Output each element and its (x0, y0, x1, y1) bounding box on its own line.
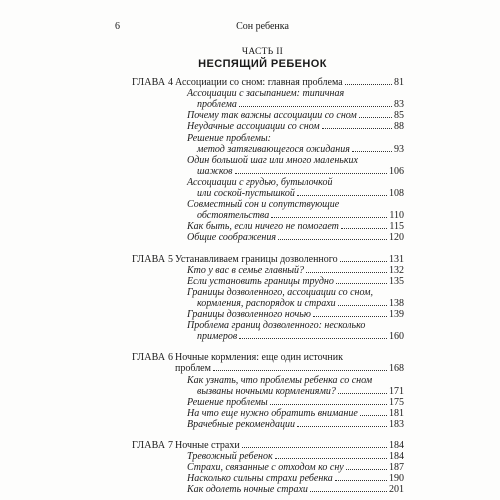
toc-entry (187, 309, 404, 320)
dot-leader (297, 194, 387, 196)
page-number: 6 (115, 21, 120, 32)
part-title: НЕСПЯЩИЙ РЕБЕНОК (198, 58, 327, 70)
chapter-title (175, 254, 404, 265)
toc-entry-text: Неудачные ассоциации со сном (187, 121, 320, 133)
toc-entry (197, 298, 404, 309)
part-label: ЧАСТЬ II (241, 47, 284, 57)
toc-entry (197, 99, 404, 110)
dot-leader (271, 216, 387, 218)
chapter-title-page: 131 (389, 253, 404, 265)
dot-leader (313, 315, 387, 317)
toc-entry-page: 181 (389, 407, 404, 419)
toc-entry (187, 232, 404, 243)
toc-entry-page: 187 (389, 462, 404, 474)
toc-entry (187, 408, 404, 419)
toc-entry-text: Страхи, связанные с отходом ко сну (187, 462, 344, 474)
toc-entry (197, 210, 404, 221)
chapter-label: ГЛАВА 7 (132, 440, 174, 451)
toc-entry-page: 110 (389, 210, 404, 222)
toc-entry-text: Как одолеть ночные страхи (187, 484, 308, 496)
dot-leader (275, 457, 387, 459)
toc-entry-page: 106 (389, 165, 404, 177)
dot-leader (341, 227, 387, 229)
chapter-title-page: 168 (389, 363, 404, 375)
running-title: Сон ребенка (236, 21, 289, 32)
dot-leader (270, 403, 387, 405)
toc-entry-page: 175 (389, 396, 404, 408)
toc-entry-page: 85 (394, 110, 404, 122)
dot-leader (340, 260, 387, 262)
toc-entry-text: шажков (197, 165, 233, 177)
toc-entry-text: проблема (197, 99, 237, 111)
dot-leader (360, 414, 387, 416)
toc-entry (187, 110, 404, 121)
chapter-label: ГЛАВА 4 (132, 77, 174, 88)
chapter-title (175, 77, 404, 88)
toc-entry-page: 120 (389, 232, 404, 244)
dot-leader (338, 392, 387, 394)
toc-entry (197, 331, 404, 342)
toc-entry-line: Границы дозволенного, ассоциации со сном, (187, 286, 374, 298)
toc-entry-page: 190 (389, 473, 404, 485)
chapter-title-text: проблем (175, 363, 211, 375)
dot-leader (239, 337, 387, 339)
dot-leader (297, 425, 387, 427)
dot-leader (352, 150, 392, 152)
toc-entry-page: 88 (394, 121, 404, 133)
toc-entry-text: Кто у вас в семье главный? (187, 264, 305, 276)
dot-leader (242, 446, 387, 448)
toc-entry-text: или соской-пустышкой (197, 188, 295, 199)
toc-entry-line: Как узнать, что проблемы ребенка со сном (187, 374, 373, 386)
chapter-label: ГЛАВА 5 (132, 253, 174, 265)
toc-entry (187, 419, 404, 430)
toc-entry-line: Проблема границ дозволенного: несколько (187, 320, 366, 332)
dot-leader (359, 116, 392, 118)
toc-entry-page: 135 (389, 275, 404, 287)
dot-leader (338, 304, 387, 306)
dot-leader (335, 479, 387, 481)
toc-entry-text: Почему так важны ассоциации со сном (187, 110, 357, 122)
toc-entry-line: Совместный сон и сопутствующие (187, 199, 340, 211)
chapter-title-line: Ночные кормления: еще один источник (175, 352, 343, 364)
dot-leader (322, 127, 392, 129)
toc-entry-text: Общие соображения (187, 232, 277, 244)
dot-leader (235, 172, 388, 174)
toc-entry-page: 171 (389, 385, 404, 397)
toc-entry-text: Решение проблемы (187, 396, 268, 408)
toc-entry-line: Один большой шаг или много маленьких (187, 154, 358, 166)
chapter-title (175, 363, 404, 374)
dot-leader (306, 271, 387, 273)
chapter-title-page: 184 (389, 440, 404, 451)
toc-entry-text: метод затягивающегося ожидания (197, 143, 350, 155)
toc-entry-text: примеров (197, 331, 238, 343)
toc-entry-text: На что еще нужно обратить внимание (187, 407, 358, 419)
toc-entry-page: 139 (389, 309, 404, 320)
toc-entry-text: Тревожный ребенок (187, 451, 273, 463)
toc-entry (197, 144, 404, 155)
chapter-title-page: 81 (394, 77, 404, 88)
toc-entry-text: кормления, распорядок и страхи (197, 297, 336, 309)
toc-entry-page: 93 (394, 143, 404, 155)
dot-leader (213, 369, 387, 371)
toc-entry-page: 138 (389, 297, 404, 309)
chapter-title (175, 440, 404, 451)
toc-entry (187, 265, 404, 276)
toc-entry-text: Врачебные рекомендации (187, 418, 295, 430)
toc-entry (197, 166, 404, 177)
toc-entry-page: 115 (389, 221, 404, 233)
toc-entry-page: 160 (389, 331, 404, 343)
toc-entry-page: 201 (389, 484, 404, 496)
chapter-title-text: Ночные страхи (175, 440, 240, 451)
dot-leader (345, 83, 392, 85)
toc-entry (187, 462, 404, 473)
toc-entry (187, 484, 404, 495)
toc-entry (197, 188, 404, 199)
dot-leader (346, 468, 387, 470)
toc-entry (187, 121, 404, 132)
toc-entry-line: Ассоциации с засыпанием: типичная (187, 88, 345, 100)
toc-entry-page: 132 (389, 264, 404, 276)
toc-entry-text: Если установить границы трудно (187, 275, 334, 287)
toc-entry (187, 451, 404, 462)
dot-leader (278, 238, 387, 240)
toc-entry-text: обстоятельства (197, 210, 270, 222)
toc-entry-text: Как быть, если ничего не помогает (187, 221, 339, 233)
dot-leader (310, 490, 387, 492)
toc-entry-text: Насколько сильны страхи ребенка (187, 473, 333, 485)
toc-entry (187, 397, 404, 408)
toc-entry (197, 386, 404, 397)
chapter-label: ГЛАВА 6 (132, 352, 174, 364)
toc-entry-text: Границы дозволенного ночью (187, 309, 311, 320)
toc-entry-page: 83 (394, 99, 404, 111)
toc-entry-page: 183 (389, 418, 404, 430)
chapter-title-text: Ассоциации со сном: главная проблема (175, 77, 343, 88)
toc-entry (187, 473, 404, 484)
toc-entry-line: Ассоциации с грудью, бутылочкой (187, 176, 333, 188)
toc-entry-page: 184 (389, 451, 404, 463)
toc-entry (187, 221, 404, 232)
chapter-title-text: Устанавливаем границы дозволенного (175, 253, 338, 265)
toc-entry-page: 108 (389, 188, 404, 199)
toc-entry (187, 276, 404, 287)
dot-leader (239, 105, 392, 107)
toc-entry-line: Решение проблемы: (187, 132, 272, 144)
dot-leader (336, 282, 387, 284)
toc-entry-text: вызваны ночными кормлениями? (197, 385, 336, 397)
